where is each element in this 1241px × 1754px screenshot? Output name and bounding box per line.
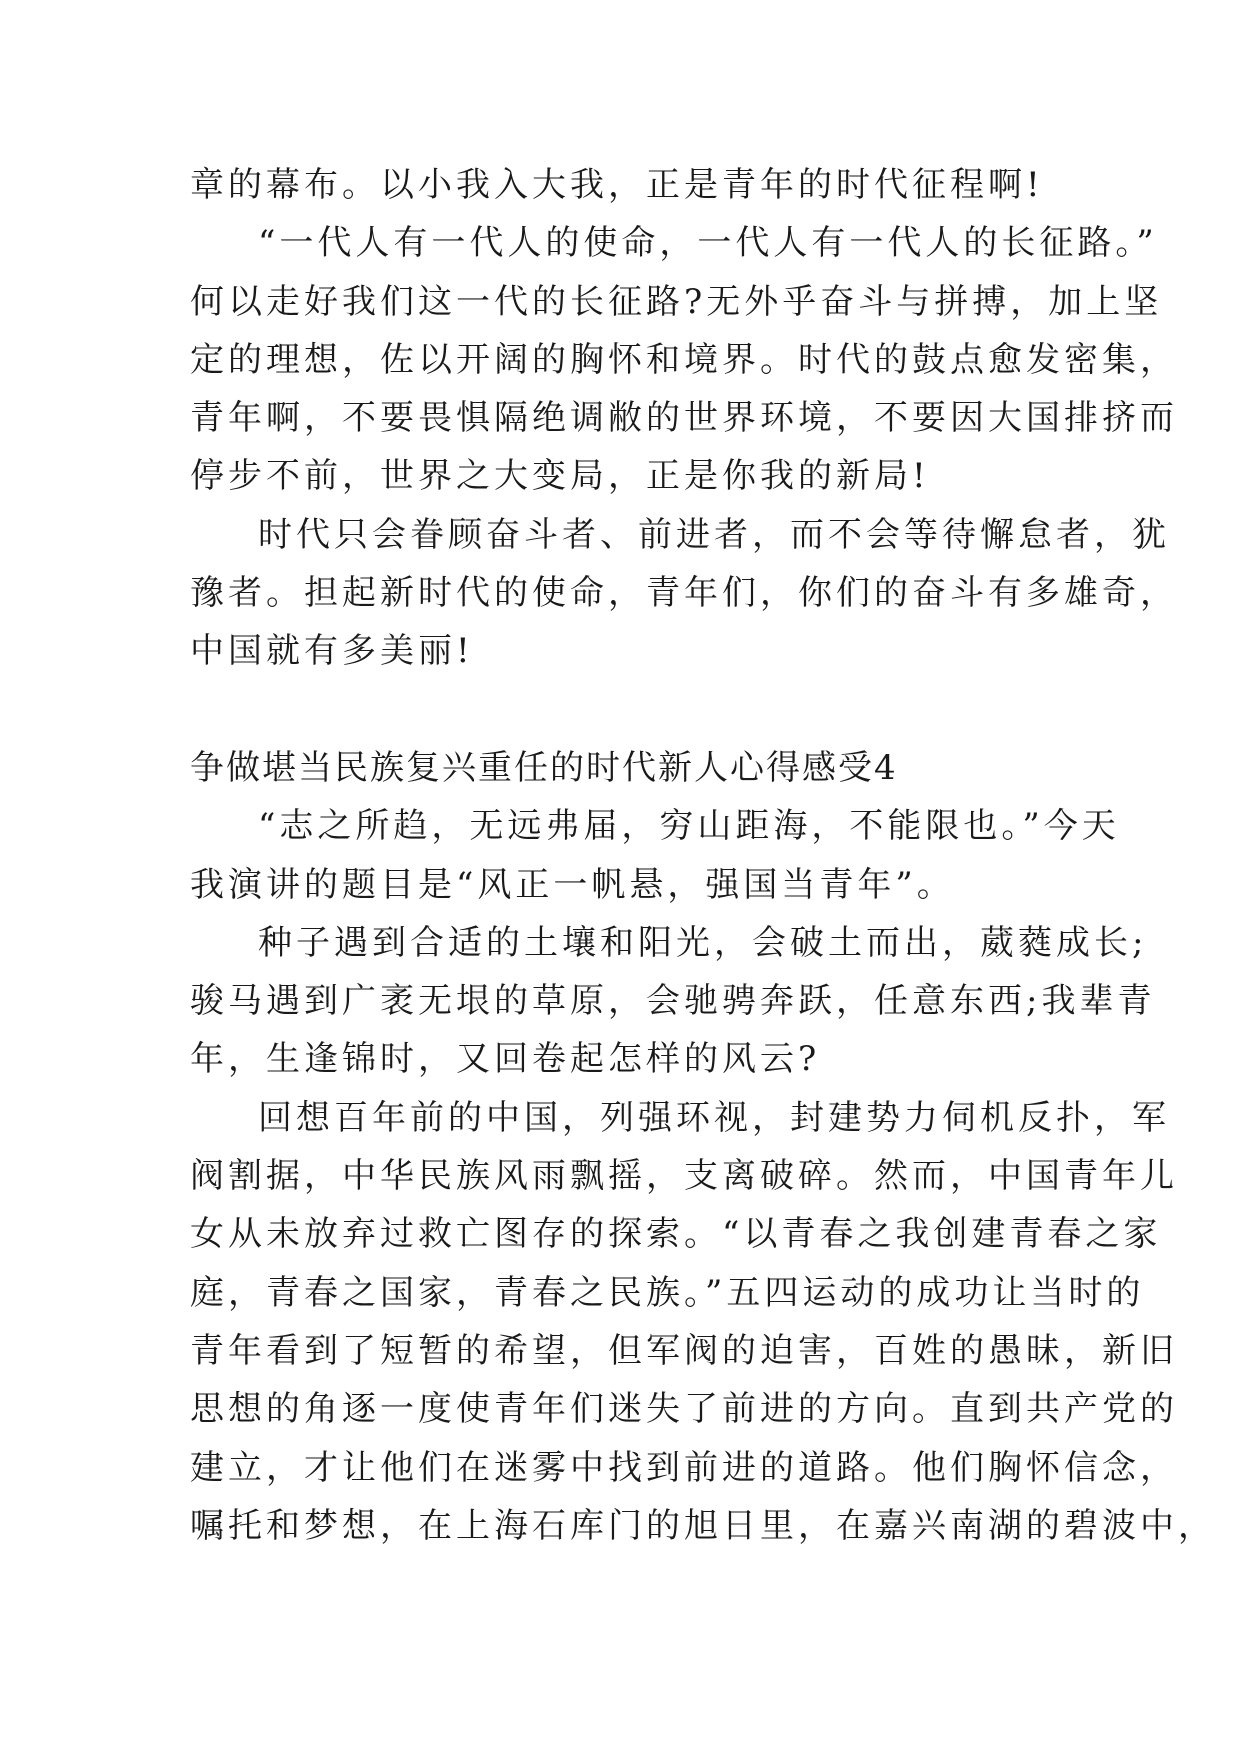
paragraph-line: 停步不前，世界之大变局，正是你我的新局! bbox=[190, 456, 930, 497]
paragraph-line: 建立，才让他们在迷雾中找到前进的道路。他们胸怀信念， bbox=[190, 1447, 1178, 1488]
paragraph-line: 庭，青春之国家，青春之民族。”五四运动的成功让当时的 bbox=[190, 1272, 1145, 1313]
section-heading: 争做堪当民族复兴重任的时代新人心得感受4 bbox=[190, 747, 898, 788]
paragraph-line: 青年啊，不要畏惧隔绝调敝的世界环境，不要因大国排挤而 bbox=[190, 398, 1178, 439]
paragraph-line: 嘱托和梦想，在上海石库门的旭日里，在嘉兴南湖的碧波中， bbox=[190, 1505, 1216, 1546]
paragraph-line: 中国就有多美丽! bbox=[190, 631, 474, 672]
paragraph-line: 回想百年前的中国，列强环视，封建势力伺机反扑，军 bbox=[258, 1097, 1170, 1138]
paragraph-line: 女从未放弃过救亡图存的探索。“以青春之我创建青春之家 bbox=[190, 1214, 1162, 1255]
paragraph-line: 时代只会眷顾奋斗者、前进者，而不会等待懈怠者，犹 bbox=[258, 514, 1170, 555]
paragraph-line: 骏马遇到广袤无垠的草原，会驰骋奔跃，任意东西;我辈青 bbox=[190, 981, 1156, 1022]
paragraph-line: 思想的角逐一度使青年们迷失了前进的方向。直到共产党的 bbox=[190, 1389, 1178, 1430]
document-body bbox=[190, 156, 1216, 1555]
paragraph-line: 定的理想，佐以开阔的胸怀和境界。时代的鼓点愈发密集， bbox=[190, 339, 1178, 380]
paragraph-line: 阀割据，中华民族风雨飘摇，支离破碎。然而，中国青年儿 bbox=[190, 1156, 1178, 1197]
paragraph-line: 我演讲的题目是“风正一帆悬，强国当青年”。 bbox=[190, 864, 955, 905]
paragraph-line: 种子遇到合适的土壤和阳光，会破土而出，葳蕤成长; bbox=[258, 922, 1148, 963]
paragraph-line: 何以走好我们这一代的长征路?无外乎奋斗与拼搏，加上坚 bbox=[190, 281, 1163, 322]
paragraph-line: “志之所趋，无远弗届，穷山距海，不能限也。”今天 bbox=[258, 806, 1120, 847]
paragraph-line: 年，生逢锦时，又回卷起怎样的风云? bbox=[190, 1039, 821, 1080]
paragraph-line: 豫者。担起新时代的使命，青年们，你们的奋斗有多雄奇， bbox=[190, 573, 1178, 614]
paragraph-line: 青年看到了短暂的希望，但军阀的迫害，百姓的愚昧，新旧 bbox=[190, 1330, 1178, 1371]
blank-line bbox=[190, 681, 1070, 739]
paragraph-line: 章的幕布。以小我入大我，正是青年的时代征程啊! bbox=[190, 165, 1044, 205]
paragraph-line: “一代人有一代人的使命，一代人有一代人的长征路。” bbox=[258, 223, 1158, 264]
